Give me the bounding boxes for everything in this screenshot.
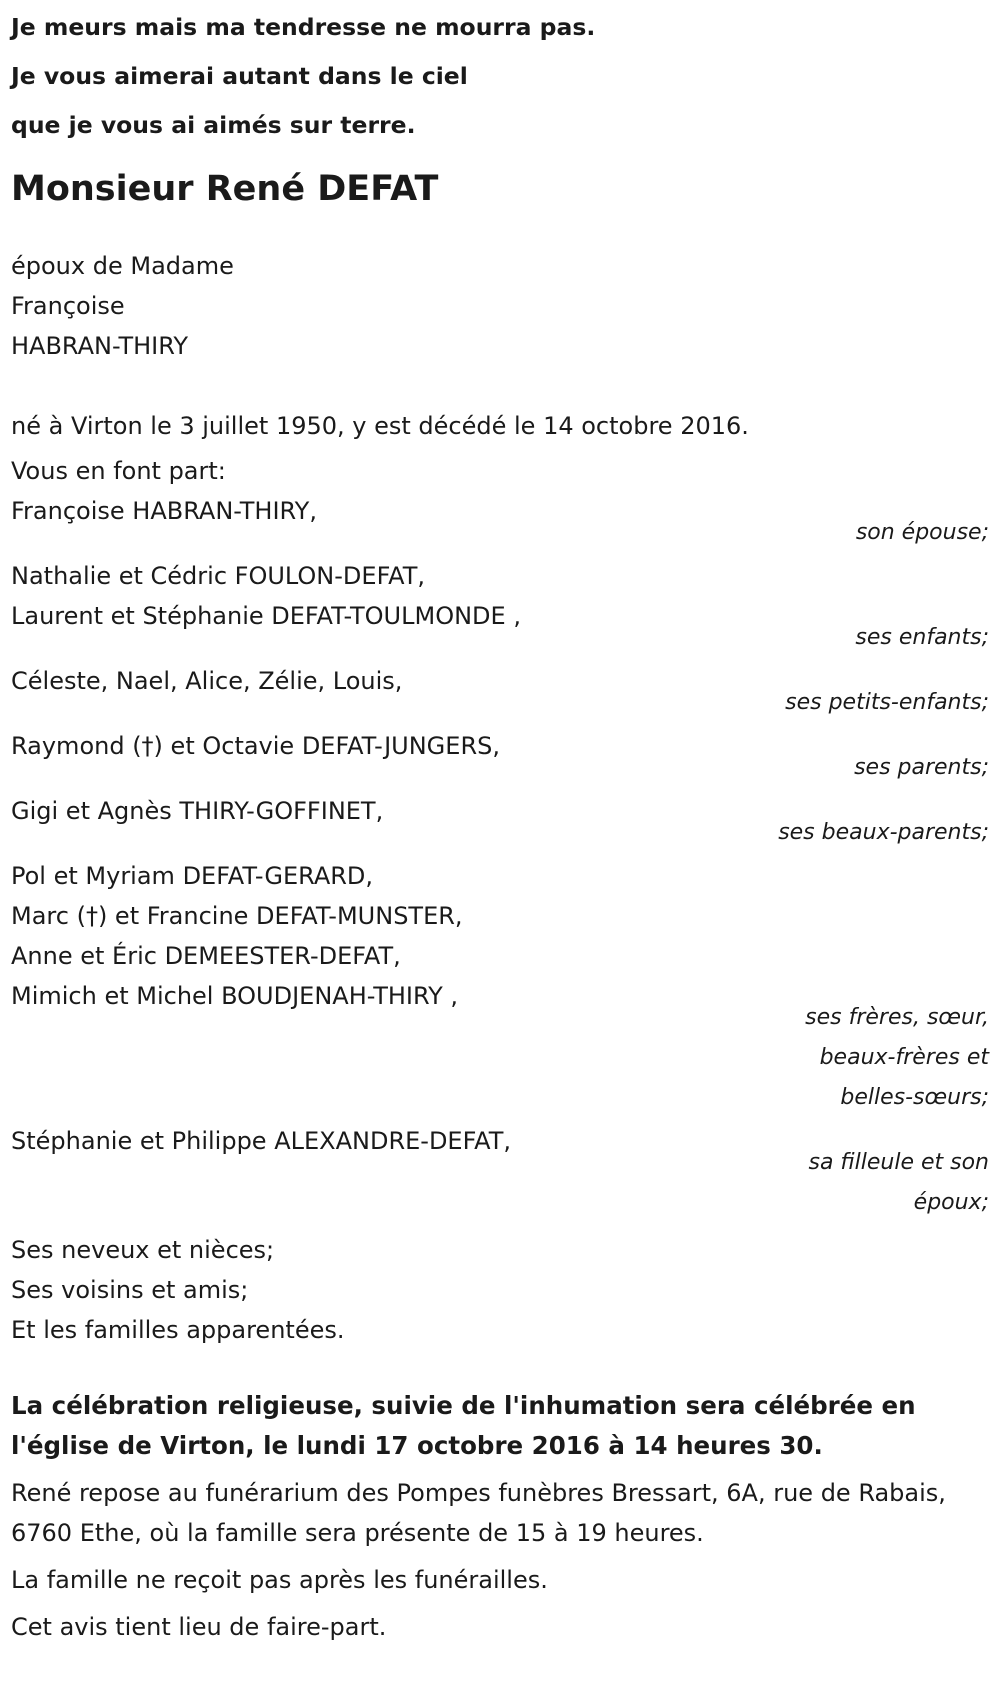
family-role-line: époux;: [913, 1190, 989, 1215]
family-role-line: ses petits-enfants;: [785, 690, 989, 715]
family-name-line: Laurent et Stéphanie DEFAT-TOULMONDE ,: [11, 602, 521, 630]
family-role-line: ses enfants;: [855, 625, 989, 650]
family-name-line: Stéphanie et Philippe ALEXANDRE-DEFAT,: [11, 1127, 512, 1155]
family-name-line: Françoise HABRAN-THIRY,: [11, 497, 317, 525]
family-name-line: Nathalie et Cédric FOULON-DEFAT,: [11, 562, 426, 590]
birth-death-line: né à Virton le 3 juillet 1950, y est décédé le 14 octobre 2016.: [11, 412, 749, 440]
family-name-line: Anne et Éric DEMEESTER-DEFAT,: [11, 942, 401, 970]
family-role-line: ses parents;: [854, 755, 989, 780]
epitaph-quote: [11, 3, 1000, 150]
family-names: [11, 856, 989, 1016]
family-role-line: ses frères, sœur,: [805, 1005, 989, 1030]
family-name-line: Gigi et Agnès THIRY-GOFFINET,: [11, 797, 384, 825]
family-name-line: Pol et Myriam DEFAT-GERARD,: [11, 862, 374, 890]
obituary-page: [0, 3, 1000, 1690]
funeral-home-details: René repose au funérarium des Pompes funèbres Bressart, 6A, rue de Rabais, 6760 Ethe, où la famille sera présente de 15 à 19 heures.: [11, 1479, 946, 1547]
closing-line: Et les familles apparentées.: [11, 1316, 345, 1344]
spouse-line: Françoise: [11, 292, 125, 320]
family-group: [11, 791, 989, 853]
family-group: [11, 1121, 989, 1223]
ceremony-details: La célébration religieuse, suivie de l'inhumation sera célébrée en l'église de Virton, le lundi 17 octobre 2016 à 14 heures 30.: [11, 1391, 916, 1460]
family-group: [11, 661, 989, 723]
family-role: [11, 998, 989, 1118]
family-name-line: Raymond (†) et Octavie DEFAT-JUNGERS,: [11, 732, 500, 760]
family-role-line: son épouse;: [855, 520, 989, 545]
family-name-line: Mimich et Michel BOUDJENAH-THIRY ,: [11, 982, 459, 1010]
family-role-line: ses beaux-parents;: [778, 820, 989, 845]
family-role-line: beaux-frères et: [819, 1045, 989, 1070]
family-group: [11, 491, 989, 553]
family-name-line: Céleste, Nael, Alice, Zélie, Louis,: [11, 667, 403, 695]
family-group: [11, 856, 989, 1118]
family-group: [11, 726, 989, 788]
closing-list: [11, 1230, 1000, 1350]
deceased-name: Monsieur René DEFAT: [11, 169, 439, 209]
quote-line: Je vous aimerai autant dans le ciel: [11, 62, 468, 90]
reception-note: La famille ne reçoit pas après les funérailles.: [11, 1566, 548, 1594]
quote-line: que je vous ai aimés sur terre.: [11, 111, 416, 139]
closing-line: Ses neveux et nièces;: [11, 1236, 275, 1264]
announcement-intro: Vous en font part:: [11, 457, 226, 485]
family-group: [11, 556, 989, 658]
family-role-line: sa filleule et son: [808, 1150, 989, 1175]
closing-line: Ses voisins et amis;: [11, 1276, 249, 1304]
family-role-line: belles-sœurs;: [840, 1085, 989, 1110]
spouse-line: époux de Madame: [11, 252, 234, 280]
family-groups: [11, 491, 1000, 1226]
notice-note: Cet avis tient lieu de faire-part.: [11, 1613, 387, 1641]
spouse-line: HABRAN-THIRY: [11, 332, 189, 360]
family-name-line: Marc (†) et Francine DEFAT-MUNSTER,: [11, 902, 463, 930]
quote-line: Je meurs mais ma tendresse ne mourra pas.: [11, 13, 596, 41]
spouse-info: [11, 246, 1000, 366]
